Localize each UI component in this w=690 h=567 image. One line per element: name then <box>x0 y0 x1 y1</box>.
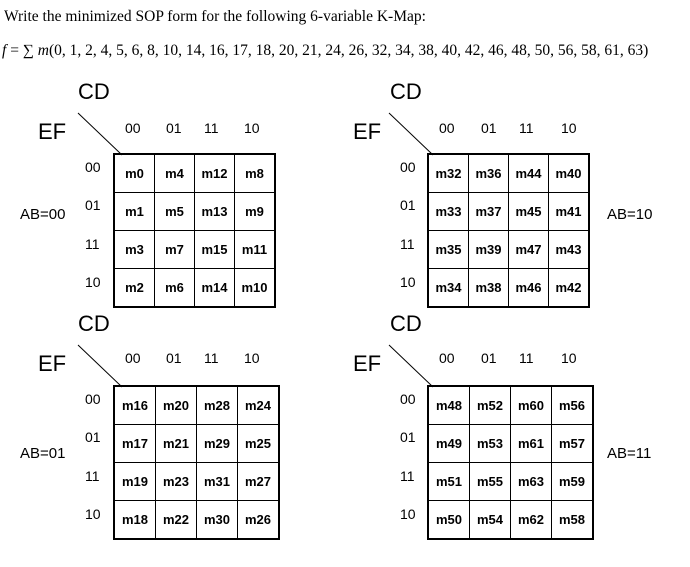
row-label: 01 <box>400 429 416 445</box>
kmap-cell: m59 <box>552 463 594 501</box>
row-label: 00 <box>400 391 416 407</box>
kmap-cell: m22 <box>156 501 197 540</box>
kmap-cell: m63 <box>511 463 552 501</box>
kmap-cell: m48 <box>428 386 470 425</box>
kmap-cell: m4 <box>155 154 195 193</box>
kmap-cell: m47 <box>509 231 549 269</box>
kmap-cell: m24 <box>238 386 280 425</box>
kmap-cell: m25 <box>238 425 280 463</box>
column-label: 01 <box>166 350 182 366</box>
row-label: 11 <box>85 236 100 252</box>
ef-label: EF <box>38 351 67 376</box>
kmap-cell: m10 <box>235 269 276 308</box>
row-label: 10 <box>400 274 416 290</box>
diagonal-line <box>389 345 433 387</box>
kmap-cell: m27 <box>238 463 280 501</box>
row-label: 10 <box>85 506 101 522</box>
row-label: 00 <box>85 159 101 175</box>
kmap-grid <box>113 153 276 308</box>
row-label: 10 <box>400 506 416 522</box>
kmap-row <box>114 386 279 425</box>
column-label: 11 <box>519 350 534 366</box>
kmap-cell: m18 <box>114 501 156 540</box>
column-label: 00 <box>125 350 141 366</box>
kmap-cell: m20 <box>156 386 197 425</box>
kmap-cell: m26 <box>238 501 280 540</box>
kmap-cell: m3 <box>114 231 155 269</box>
diagonal-line <box>78 345 122 387</box>
kmap-cell: m53 <box>470 425 511 463</box>
kmap-row <box>114 501 279 540</box>
kmap-cell: m16 <box>114 386 156 425</box>
kmap-cell: m61 <box>511 425 552 463</box>
function-name: f <box>2 42 7 59</box>
kmap-cell: m58 <box>552 501 594 540</box>
row-label: 01 <box>85 429 101 445</box>
kmap-cell: m54 <box>470 501 511 540</box>
row-label: 00 <box>400 159 416 175</box>
column-label: 01 <box>481 350 497 366</box>
column-label: 00 <box>125 120 141 136</box>
kmap-cell: m7 <box>155 231 195 269</box>
kmap-cell: m29 <box>197 425 238 463</box>
function-definition <box>2 42 648 60</box>
kmap-cell: m13 <box>195 193 235 231</box>
row-label: 10 <box>85 274 101 290</box>
row-label: 01 <box>85 197 101 213</box>
kmap-row <box>428 463 593 501</box>
kmap-cell: m34 <box>428 269 469 308</box>
kmap-cell: m36 <box>469 154 509 193</box>
kmap-cell: m15 <box>195 231 235 269</box>
kmap-cell: m9 <box>235 193 276 231</box>
kmap-row <box>114 463 279 501</box>
kmap-row <box>114 231 275 269</box>
kmap-row <box>428 231 589 269</box>
ab-label: AB=00 <box>20 206 66 223</box>
kmap-cell: m5 <box>155 193 195 231</box>
kmap-ab-00 <box>0 75 330 335</box>
cd-label: CD <box>78 79 110 104</box>
kmap-cell: m30 <box>197 501 238 540</box>
kmap-row <box>428 193 589 231</box>
column-label: 01 <box>166 120 182 136</box>
row-label: 11 <box>400 236 415 252</box>
kmap-ab-11 <box>343 307 673 567</box>
kmap-cell: m31 <box>197 463 238 501</box>
kmap-cell: m51 <box>428 463 470 501</box>
sum-symbol: = ∑ <box>6 42 38 59</box>
kmap-grid <box>427 153 590 308</box>
question-text: Write the minimized SOP form for the following 6-variable K-Map: <box>4 8 426 25</box>
kmap-cell: m38 <box>469 269 509 308</box>
minterm-list: (0, 1, 2, 4, 5, 6, 8, 10, 14, 16, 17, 18, 20, 21, 24, 26, 32, 34, 38, 40, 42, 46, 48, 50, 56, 58, 61, 63) <box>48 42 649 59</box>
column-label: 10 <box>561 120 577 136</box>
kmap-cell: m14 <box>195 269 235 308</box>
kmap-cell: m11 <box>235 231 276 269</box>
column-label: 11 <box>519 120 534 136</box>
kmap-cell: m62 <box>511 501 552 540</box>
kmap-cell: m1 <box>114 193 155 231</box>
kmap-cell: m39 <box>469 231 509 269</box>
kmap-cell: m37 <box>469 193 509 231</box>
kmap-row <box>428 154 589 193</box>
kmap-row <box>114 425 279 463</box>
kmap-grid <box>113 385 280 540</box>
ab-label: AB=01 <box>20 445 66 462</box>
column-label: 11 <box>204 120 219 136</box>
kmap-cell: m60 <box>511 386 552 425</box>
kmap-cell: m21 <box>156 425 197 463</box>
row-label: 11 <box>400 468 415 484</box>
kmap-row <box>114 193 275 231</box>
ab-label: AB=11 <box>607 445 652 462</box>
kmap-row <box>428 269 589 308</box>
cd-label: CD <box>390 79 422 104</box>
kmap-cell: m19 <box>114 463 156 501</box>
kmap-cell: m32 <box>428 154 469 193</box>
column-label: 10 <box>244 120 260 136</box>
kmap-cell: m2 <box>114 269 155 308</box>
kmap-row <box>428 386 593 425</box>
column-label: 10 <box>244 350 260 366</box>
kmap-cell: m56 <box>552 386 594 425</box>
kmap-row <box>428 425 593 463</box>
kmap-cell: m8 <box>235 154 276 193</box>
kmap-ab-10 <box>343 75 673 335</box>
kmap-cell: m41 <box>549 193 590 231</box>
column-label: 11 <box>204 350 219 366</box>
row-label: 00 <box>85 391 101 407</box>
ef-label: EF <box>38 119 67 144</box>
kmap-cell: m43 <box>549 231 590 269</box>
ef-label: EF <box>353 351 382 376</box>
kmap-row <box>428 501 593 540</box>
row-label: 01 <box>400 197 416 213</box>
kmap-cell: m33 <box>428 193 469 231</box>
kmap-cell: m49 <box>428 425 470 463</box>
column-label: 10 <box>561 350 577 366</box>
kmap-cell: m52 <box>470 386 511 425</box>
kmap-cell: m44 <box>509 154 549 193</box>
kmap-cell: m12 <box>195 154 235 193</box>
column-label: 00 <box>439 120 455 136</box>
ef-label: EF <box>353 119 382 144</box>
kmap-cell: m42 <box>549 269 590 308</box>
row-label: 11 <box>85 468 100 484</box>
kmap-cell: m35 <box>428 231 469 269</box>
cd-label: CD <box>390 311 422 336</box>
kmap-cell: m0 <box>114 154 155 193</box>
ab-label: AB=10 <box>607 206 653 223</box>
kmap-cell: m57 <box>552 425 594 463</box>
kmap-ab-01 <box>0 307 330 567</box>
kmap-cell: m46 <box>509 269 549 308</box>
kmap-cell: m45 <box>509 193 549 231</box>
kmap-row <box>114 154 275 193</box>
minterm-symbol: m <box>37 42 49 59</box>
kmap-cell: m17 <box>114 425 156 463</box>
kmap-cell: m23 <box>156 463 197 501</box>
kmap-cell: m50 <box>428 501 470 540</box>
diagonal-line <box>78 113 122 155</box>
column-label: 00 <box>439 350 455 366</box>
cd-label: CD <box>78 311 110 336</box>
diagonal-line <box>389 113 433 155</box>
column-label: 01 <box>481 120 497 136</box>
kmap-grid <box>427 385 594 540</box>
kmap-cell: m40 <box>549 154 590 193</box>
kmap-cell: m28 <box>197 386 238 425</box>
kmap-cell: m6 <box>155 269 195 308</box>
kmap-cell: m55 <box>470 463 511 501</box>
kmap-row <box>114 269 275 308</box>
